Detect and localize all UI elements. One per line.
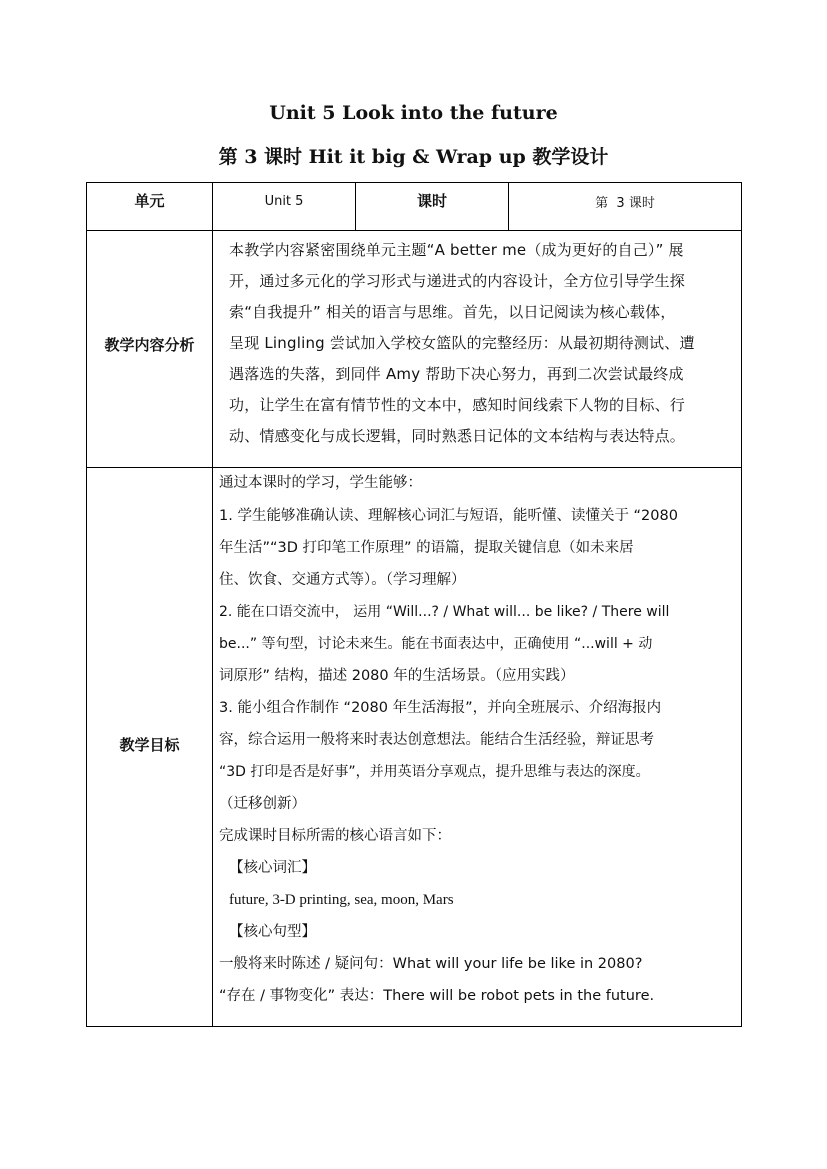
- unit-label: 单元: [134, 192, 165, 210]
- goals-line: 1. 学生能够准确认读、理解核心词汇与短语，能听懂、读懂关于 “2080: [219, 508, 678, 524]
- goals-line: 3. 能小组合作制作 “2080 年生活海报”，并向全班展示、介绍海报内: [219, 700, 662, 716]
- goals-line: 完成课时目标所需的核心语言如下：: [219, 828, 451, 844]
- analysis-line: 呈现 Lingling 尝试加入学校女篮队的完整经历：从最初期待测试、遭: [229, 334, 695, 352]
- page-subtitle: 第 3 课时 Hit it big & Wrap up 教学设计: [218, 146, 609, 168]
- analysis-line: 动、情感变化与成长逻辑，同时熟悉日记体的文本结构与表达特点。: [229, 427, 686, 445]
- goals-line: 住、饮食、交通方式等）。（学习理解）: [219, 572, 466, 588]
- goals-line: （迁移创新）: [219, 796, 306, 812]
- unit-value: Unit 5: [264, 194, 304, 209]
- analysis-line: 本教学内容紧密围绕单元主题“A better me（成为更好的自己）” 展: [229, 241, 684, 259]
- page-title: Unit 5 Look into the future: [269, 102, 558, 124]
- lesson-plan-table: [86, 182, 742, 1027]
- analysis-line: 遇落选的失落，到同伴 Amy 帮助下决心努力，再到二次尝试最终成: [229, 365, 684, 383]
- goals-line: 2. 能在口语交流中， 运用 “Will...? / What will... be like? / There will: [219, 604, 670, 620]
- goals-label: 教学目标: [119, 736, 180, 754]
- lesson-label: 课时: [416, 192, 447, 210]
- core-sentence-heading: 【核心句型】: [229, 924, 316, 940]
- goals-line: 年生活”“3D 打印笔工作原理” 的语篇，提取关键信息（如未来居: [219, 540, 634, 556]
- goals-line: 通过本课时的学习，学生能够：: [219, 475, 422, 491]
- analysis-text: [229, 235, 739, 452]
- column-divider: [212, 183, 213, 1026]
- analysis-line: 功，让学生在富有情节性的文本中，感知时间线索下人物的目标、行: [229, 396, 686, 414]
- goals-text: [219, 469, 737, 1012]
- analysis-line: 索“自我提升” 相关的语言与思维。首先，以日记阅读为核心载体，: [229, 303, 676, 321]
- analysis-line: 开，通过多元化的学习形式与递进式的内容设计，全方位引导学生探: [229, 272, 686, 290]
- goals-line: 容，综合运用一般将来时表达创意想法。能结合生活经验，辩证思考: [219, 732, 654, 748]
- core-vocab-heading: 【核心词汇】: [229, 860, 316, 876]
- goals-line: “3D 打印是否是好事”，并用英语分享观点，提升思维与表达的深度。: [219, 764, 650, 780]
- row-divider: [87, 230, 741, 231]
- core-vocab-list: future, 3-D printing, sea, moon, Mars: [229, 892, 454, 908]
- analysis-label: 教学内容分析: [104, 336, 195, 354]
- goals-line: 词原形” 结构，描述 2080 年的生活场景。（应用实践）: [219, 668, 575, 684]
- goals-line: be...” 等句型，讨论未来生。能在书面表达中，正确使用 “...will + 动: [219, 636, 653, 652]
- core-sentence-line: 一般将来时陈述 / 疑问句：What will your life be like in 2080?: [219, 956, 643, 972]
- row-divider: [87, 467, 741, 468]
- lesson-value: 第 3 课时: [595, 196, 655, 211]
- core-sentence-line: “存在 / 事物变化” 表达：There will be robot pets in the future.: [219, 988, 655, 1004]
